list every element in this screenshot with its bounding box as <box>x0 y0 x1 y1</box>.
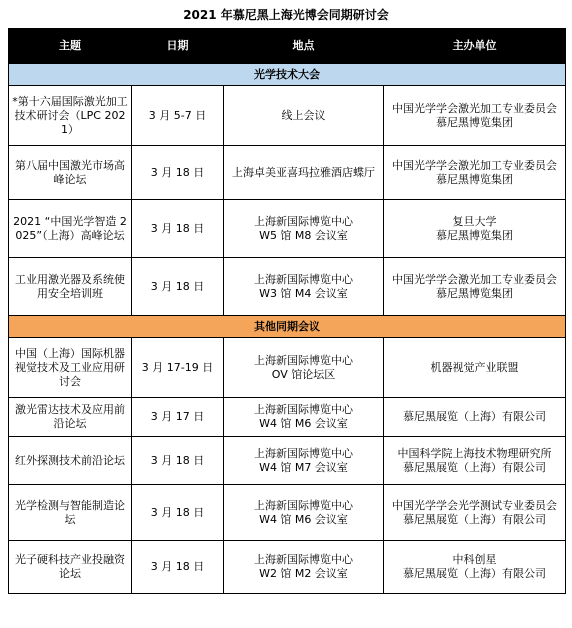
table-row <box>9 258 566 316</box>
table-row <box>9 485 566 541</box>
page-title: 2021 年慕尼黑上海光博会同期研讨会 <box>183 8 389 22</box>
cell-location: 上海新国际博览中心 W2 馆 M2 会议室 <box>224 541 384 594</box>
table-row <box>9 338 566 398</box>
cell-location: 上海新国际博览中心 W5 馆 M8 会议室 <box>224 200 384 258</box>
cell-organizer: 慕尼黑展览（上海）有限公司 <box>384 398 566 437</box>
table-row <box>9 541 566 594</box>
cell-organizer: 中国光学学会光学测试专业委员会 慕尼黑展览（上海）有限公司 <box>384 485 566 541</box>
column-header-organizer: 主办单位 <box>384 29 566 64</box>
cell-location: 上海新国际博览中心 W4 馆 M6 会议室 <box>224 398 384 437</box>
cell-date: 3 月 5-7 日 <box>132 86 224 146</box>
cell-topic: 中国（上海）国际机器视觉技术及工业应用研讨会 <box>9 338 132 398</box>
cell-organizer: 中国光学学会激光加工专业委员会 慕尼黑博览集团 <box>384 146 566 200</box>
section-header-row <box>9 64 566 86</box>
conference-table <box>8 28 566 594</box>
cell-date: 3 月 18 日 <box>132 146 224 200</box>
section-header-row <box>9 316 566 338</box>
cell-location: 上海卓美亚喜玛拉雅酒店蝶厅 <box>224 146 384 200</box>
cell-date: 3 月 17-19 日 <box>132 338 224 398</box>
cell-location: 上海新国际博览中心 W3 馆 M4 会议室 <box>224 258 384 316</box>
cell-topic: 工业用激光器及系统使用安全培训班 <box>9 258 132 316</box>
section-title: 其他同期会议 <box>9 316 566 338</box>
cell-date: 3 月 18 日 <box>132 200 224 258</box>
table-row <box>9 437 566 485</box>
cell-date: 3 月 18 日 <box>132 258 224 316</box>
cell-organizer: 中科创星 慕尼黑展览（上海）有限公司 <box>384 541 566 594</box>
cell-topic: 光子硬科技产业投融资论坛 <box>9 541 132 594</box>
column-header-topic: 主题 <box>9 29 132 64</box>
cell-organizer: 中国科学院上海技术物理研究所 慕尼黑展览（上海）有限公司 <box>384 437 566 485</box>
header-row <box>9 29 566 64</box>
cell-location: 上海新国际博览中心 OV 馆论坛区 <box>224 338 384 398</box>
cell-location: 线上会议 <box>224 86 384 146</box>
table-row <box>9 146 566 200</box>
cell-date: 3 月 18 日 <box>132 437 224 485</box>
cell-date: 3 月 17 日 <box>132 398 224 437</box>
cell-topic: 第八届中国激光市场高峰论坛 <box>9 146 132 200</box>
column-header-location: 地点 <box>224 29 384 64</box>
table-row <box>9 86 566 146</box>
cell-organizer: 复旦大学 慕尼黑博览集团 <box>384 200 566 258</box>
cell-organizer: 机器视觉产业联盟 <box>384 338 566 398</box>
cell-date: 3 月 18 日 <box>132 541 224 594</box>
table-row <box>9 200 566 258</box>
cell-topic: *第十六届国际激光加工技术研讨会（LPC 2021） <box>9 86 132 146</box>
cell-location: 上海新国际博览中心 W4 馆 M7 会议室 <box>224 437 384 485</box>
cell-topic: 2021 “中国光学智造 2025”（上海）高峰论坛 <box>9 200 132 258</box>
table-row <box>9 398 566 437</box>
cell-organizer: 中国光学学会激光加工专业委员会 慕尼黑博览集团 <box>384 258 566 316</box>
column-header-date: 日期 <box>132 29 224 64</box>
table-body <box>9 64 566 594</box>
cell-date: 3 月 18 日 <box>132 485 224 541</box>
cell-topic: 激光雷达技术及应用前沿论坛 <box>9 398 132 437</box>
cell-organizer: 中国光学学会激光加工专业委员会 慕尼黑博览集团 <box>384 86 566 146</box>
cell-topic: 光学检测与智能制造论坛 <box>9 485 132 541</box>
cell-topic: 红外探测技术前沿论坛 <box>9 437 132 485</box>
cell-location: 上海新国际博览中心 W4 馆 M6 会议室 <box>224 485 384 541</box>
section-title: 光学技术大会 <box>9 64 566 86</box>
